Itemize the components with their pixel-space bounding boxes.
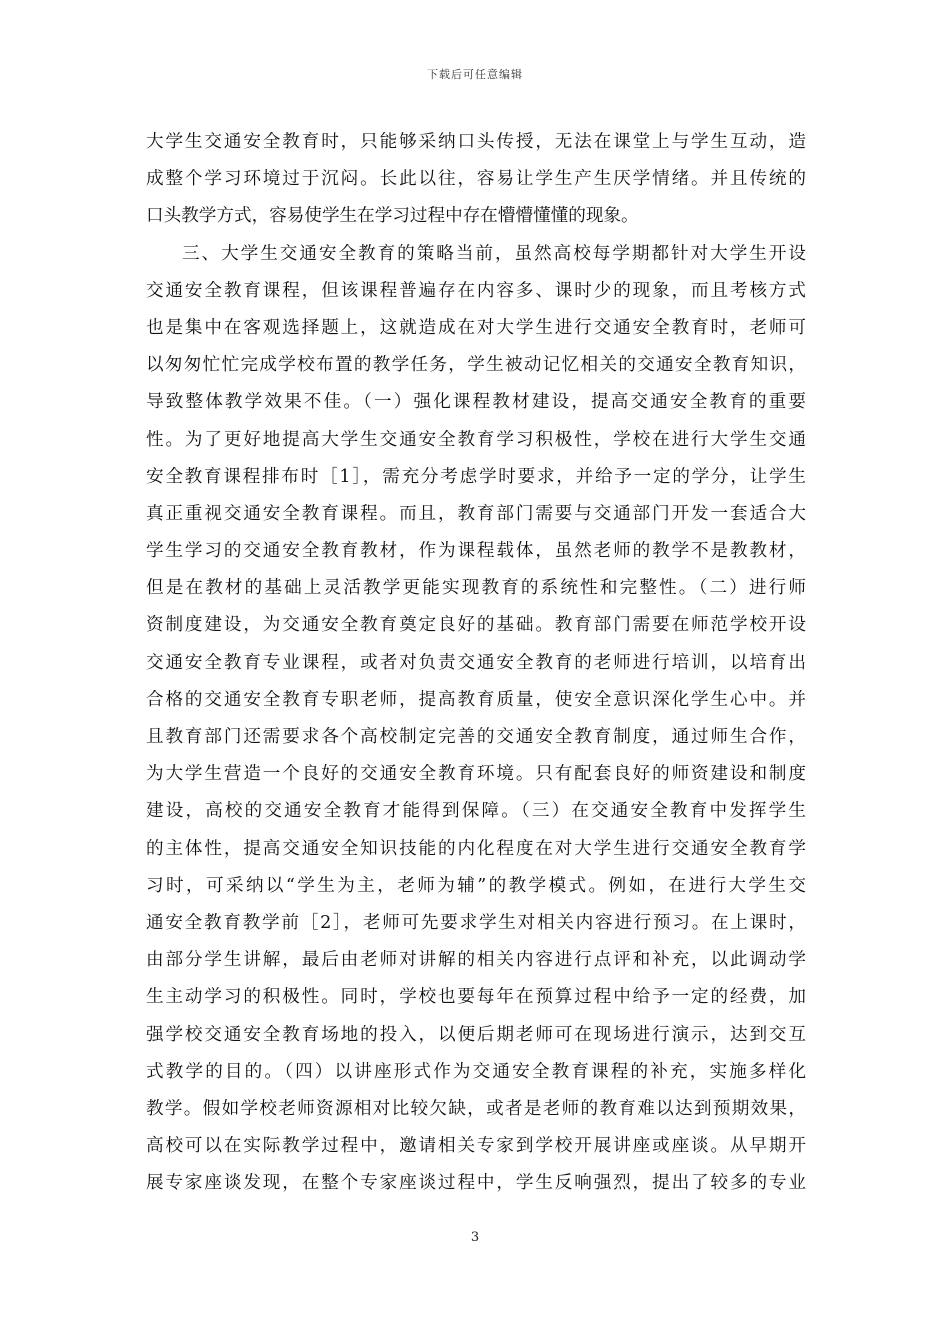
text-line: 由部分学生讲解，最后由老师对讲解的相关内容进行点评和补充，以此调动学 xyxy=(146,950,806,971)
text-line: 成整个学习环境过于沉闷。长此以往，容易让学生产生厌学情绪。并且传统的 xyxy=(146,169,806,190)
text-line: 生主动学习的积极性。同时，学校也要每年在预算过程中给予一定的经费，加 xyxy=(146,987,806,1008)
text-line: 教学。假如学校老师资源相对比较欠缺，或者是老师的教育难以达到预期效果， xyxy=(146,1098,806,1119)
text-line: 导致整体教学效果不佳。（一）强化课程教材建设，提高交通安全教育的重要 xyxy=(146,392,806,413)
body-text xyxy=(146,124,806,1202)
text-line: 为大学生营造一个良好的交通安全教育环境。只有配套良好的师资建设和制度 xyxy=(146,764,806,785)
paragraph-first-line: 三、大学生交通安全教育的策略当前，虽然高校每学期都针对大学生开设 xyxy=(182,243,806,264)
text-line: 的主体性，提高交通安全知识技能的内化程度在对大学生进行交通安全教育学 xyxy=(146,838,806,859)
text-line: 交通安全教育课程，但该课程普遍存在内容多、课时少的现象，而且考核方式 xyxy=(146,280,806,301)
text-line: 但是在教材的基础上灵活教学更能实现教育的系统性和完整性。（二）进行师 xyxy=(146,578,806,599)
text-line: 建设，高校的交通安全教育才能得到保障。（三）在交通安全教育中发挥学生 xyxy=(146,801,806,822)
text-line: 习时，可采纳以“学生为主，老师为辅”的教学模式。例如，在进行大学生交 xyxy=(146,875,806,896)
text-line: 通安全教育教学前［2］，老师可先要求学生对相关内容进行预习。在上课时， xyxy=(146,912,806,933)
text-line: 大学生交通安全教育时，只能够采纳口头传授，无法在课堂上与学生互动，造 xyxy=(146,132,806,152)
text-line: 展专家座谈发现，在整个专家座谈过程中，学生反响强烈，提出了较多的专业 xyxy=(146,1173,806,1194)
page-header: 下载后可任意编辑 xyxy=(427,68,523,81)
text-line: 资制度建设，为交通安全教育奠定良好的基础。教育部门需要在师范学校开设 xyxy=(146,615,806,636)
text-line: 安全教育课程排布时［1］，需充分考虑学时要求，并给予一定的学分，让学生 xyxy=(146,466,806,487)
text-line: 学生学习的交通安全教育教材，作为课程载体，虽然老师的教学不是教教材， xyxy=(146,541,806,562)
text-line: 交通安全教育专业课程，或者对负责交通安全教育的老师进行培训，以培育出 xyxy=(146,652,806,673)
text-line: 真正重视交通安全教育课程。而且，教育部门需要与交通部门开发一套适合大 xyxy=(146,503,806,524)
page-number: 3 xyxy=(470,1230,480,1245)
text-line: 口头教学方式，容易使学生在学习过程中存在懵懵懂懂的现象。 xyxy=(146,206,639,227)
text-line: 以匆匆忙忙完成学校布置的教学任务，学生被动记忆相关的交通安全教育知识， xyxy=(146,355,806,376)
text-line: 强学校交通安全教育场地的投入，以便后期老师可在现场进行演示，达到交互 xyxy=(146,1024,806,1045)
text-line: 高校可以在实际教学过程中，邀请相关专家到学校开展讲座或座谈。从早期开 xyxy=(146,1136,806,1157)
text-line: 且教育部门还需要求各个高校制定完善的交通安全教育制度，通过师生合作， xyxy=(146,727,806,747)
text-line: 性。为了更好地提高大学生交通安全教育学习积极性，学校在进行大学生交通 xyxy=(146,429,806,450)
text-line: 式教学的目的。（四）以讲座形式作为交通安全教育课程的补充，实施多样化 xyxy=(146,1061,806,1082)
text-line: 合格的交通安全教育专职老师，提高教育质量，使安全意识深化学生心中。并 xyxy=(146,689,806,710)
text-line: 也是集中在客观选择题上，这就造成在对大学生进行交通安全教育时，老师可 xyxy=(146,317,806,338)
